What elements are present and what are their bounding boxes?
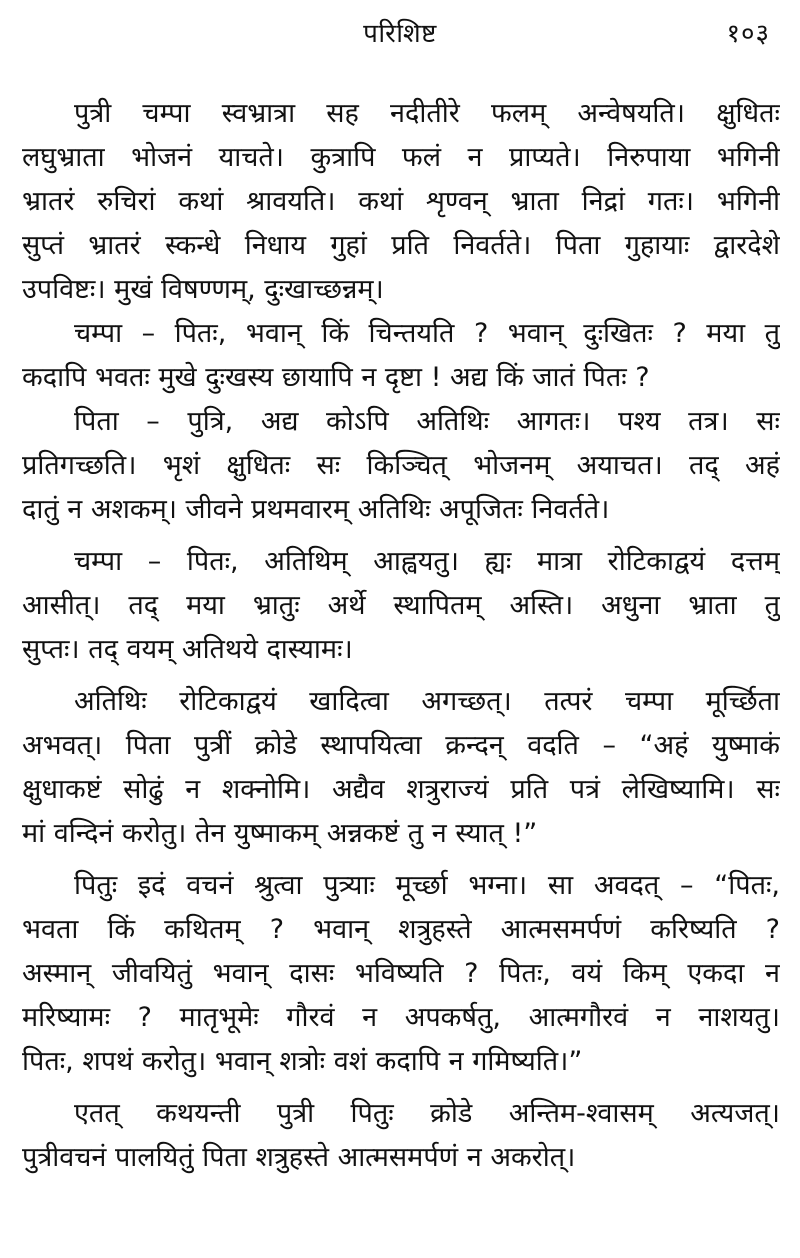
text-line: अस्मान् जीवयितुं भवान् दासः भविष्यति ? पितः, वयं किम् एकदा न [22, 958, 780, 989]
paragraph [22, 312, 780, 400]
paragraph [22, 92, 780, 312]
text-line: एतत् कथयन्ती पुत्री पितुः क्रोडे अन्तिम-श्वासम् अत्यजत्। [74, 1098, 780, 1129]
text-line: मां वन्दिनं करोतु। तेन युष्माकम् अन्नकष्टं तु न स्यात् !” [22, 818, 538, 849]
text-line: चम्पा – पितः, अतिथिम् आह्वयतु। ह्यः मात्रा रोटिकाद्वयं दत्तम् [74, 546, 780, 577]
text-line: उपविष्टः। मुखं विषण्णम्, दुःखाच्छन्नम्। [22, 274, 384, 305]
text-line: दातुं न अशकम्। जीवने प्रथमवारम् अतिथिः अपूजितः निवर्तते। [22, 494, 610, 525]
text-line: भ्रातरं रुचिरां कथां श्रावयति। कथां शृण्वन् भ्राता निद्रां गतः। भगिनी [22, 186, 780, 217]
text-line: सुप्तः। तद् वयम् अतिथये दास्यामः। [22, 634, 353, 665]
page-header [0, 10, 800, 50]
paragraph-spacer [22, 672, 780, 680]
text-line: अभवत्। पिता पुत्रीं क्रोडे स्थापयित्वा क्रन्दन् वदति – “अहं युष्माकं [22, 730, 780, 761]
paragraph-spacer [22, 856, 780, 864]
running-title: परिशिष्ट [363, 19, 437, 49]
text-line: चम्पा – पितः, भवान् किं चिन्तयति ? भवान् दुःखितः ? मया तु [74, 318, 780, 349]
page-number: १०३ [726, 19, 770, 49]
paragraph-spacer [22, 532, 780, 540]
text-line: अतिथिः रोटिकाद्वयं खादित्वा अगच्छत्। तत्परं चम्पा मूर्च्छिता [74, 686, 780, 717]
text-line: प्रतिगच्छति। भृशं क्षुधितः सः किञ्चित् भोजनम् अयाचत। तद् अहं [22, 450, 780, 481]
text-line: पितः, शपथं करोतु। भवान् शत्रोः वशं कदापि न गमिष्यति।” [22, 1046, 583, 1077]
text-line: आसीत्। तद् मया भ्रातुः अर्थे स्थापितम् अस्ति। अधुना भ्राता तु [22, 590, 780, 621]
text-line: पितुः इदं वचनं श्रुत्वा पुत्र्याः मूर्च्छा भग्ना। सा अवदत् – “पितः, [74, 870, 780, 901]
text-line: भवता किं कथितम् ? भवान् शत्रुहस्ते आत्मसमर्पणं करिष्यति ? [22, 914, 780, 945]
text-line: पिता – पुत्रि, अद्य कोऽपि अतिथिः आगतः। पश्य तत्र। सः [74, 406, 780, 437]
paragraph [22, 864, 780, 1084]
text-line: मरिष्यामः ? मातृभूमेः गौरवं न अपकर्षतु, आत्मगौरवं न नाशयतु। [22, 1002, 780, 1033]
paragraph [22, 400, 780, 532]
text-line: सुप्तं भ्रातरं स्कन्धे निधाय गुहां प्रति निवर्तते। पिता गुहायाः द्वारदेशे [22, 230, 780, 261]
paragraph [22, 680, 780, 856]
text-line: कदापि भवतः मुखे दुःखस्य छायापि न दृष्टा ! अद्य किं जातं पितः ? [22, 362, 650, 393]
page-body [22, 92, 780, 1180]
text-line: क्षुधाकष्टं सोढुं न शक्नोमि। अद्यैव शत्रुराज्यं प्रति पत्रं लेखिष्यामि। सः [22, 774, 780, 805]
text-line: लघुभ्राता भोजनं याचते। कुत्रापि फलं न प्राप्यते। निरुपाया भगिनी [22, 142, 780, 173]
paragraph [22, 1092, 780, 1180]
text-line: पुत्री चम्पा स्वभ्रात्रा सह नदीतीरे फलम् अन्वेषयति। क्षुधितः [74, 98, 780, 129]
paragraph-spacer [22, 1084, 780, 1092]
paragraph [22, 540, 780, 672]
text-line: पुत्रीवचनं पालयितुं पिता शत्रुहस्ते आत्मसमर्पणं न अकरोत्। [22, 1142, 576, 1173]
